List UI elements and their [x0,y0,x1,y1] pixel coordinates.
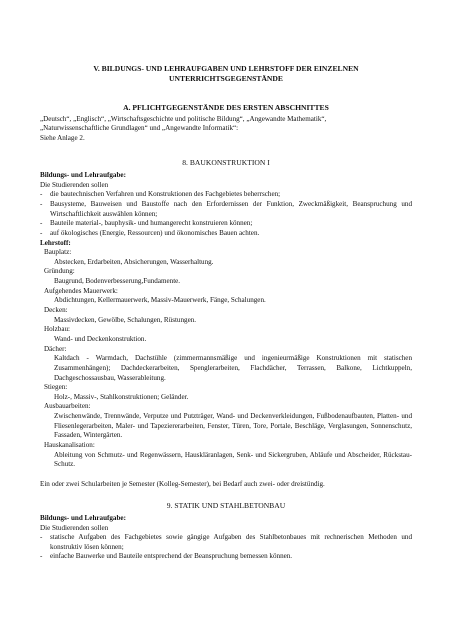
section-8-schularbeiten: Ein oder zwei Schularbeiten je Semester (Kolleg-Semester), bei Bedarf auch zwei- oder dreistündig. [40,479,325,488]
topic-mauerwerk-text: Abdichtungen, Kellermauerwerk, Massiv-Mauerwerk, Fänge, Schalungen. [54,296,266,305]
intro-line-3: Siehe Anlage 2. [40,134,85,143]
list-item: - statische Aufgaben des Fachgebietes sowie gängige Aufgaben des Stahlbetonbaues mit rechnerischen Methoden und konstruktiv lösen können; [40,533,412,551]
section-a-heading: A. PFLICHTGEGENSTÄNDE DES ERSTEN ABSCHNITTES [123,102,329,112]
topic-ausbauarbeiten-text: Zwischenwände, Trennwände, Verputze und Putzträger, Wand- und Deckenverkleidungen, Fußbodenaufbauten, Platten- und Fliesenlegerarbeiten, Maler- und Tapeziererarbeiten, Fenster, Türen, Tore, Portale, Beschläge, Verglasungen, Sonnenschutz, Fassaden, Wintergärten. [54,412,412,440]
topic-decken-text: Massivdecken, Gewölbe, Schalungen, Rüstungen. [54,315,197,324]
topic-gruendung-text: Baugrund, Bodenverbesserung,Fundamente. [54,277,181,286]
section-9-title: 9. STATIK UND STAHLBETONBAU [166,500,286,510]
list-item: - einfache Bauwerke und Bauteile entsprechend der Beanspruchung bemessen können. [40,552,293,561]
topic-daecher: Dächer: [44,344,67,353]
section-8-bildungs-label: Bildungs- und Lehraufgabe: [40,171,126,180]
section-9-bildungs-label: Bildungs- und Lehraufgabe: [40,513,126,522]
section-9-students: Die Studierenden sollen [40,523,109,532]
list-item: - auf ökologisches (Energie, Ressourcen) und ökonomisches Bauen achten. [40,228,260,237]
document-heading [40,64,412,85]
topic-gruendung: Gründung: [44,267,75,276]
heading-line-1: V. BILDUNGS- UND LEHRAUFGABEN UND LEHRSTOFF DER EINZELNEN [93,64,359,73]
list-item: - Bauteile material-, bauphysik- und humangerecht konstruieren können; [40,219,253,228]
topic-holzbau-text: Wand- und Deckenkonstruktion. [54,334,147,343]
topic-mauerwerk: Aufgehendes Mauerwerk: [44,286,118,295]
intro-line-1: „Deutsch“, „Englisch“, „Wirtschaftsgeschichte und politische Bildung“, „Angewandte Mathematik“, [40,114,327,123]
section-8-title: 8. BAUKONSTRUKTION I [182,157,270,167]
topic-hauskanalisation: Hauskanalisation: [44,440,95,449]
topic-stiegen-text: Holz-, Massiv-, Stahlkonstruktionen; Geländer. [54,392,189,401]
section-8-lehrstoff-label: Lehrstoff: [40,238,71,247]
heading-line-2: UNTERRICHTSGEGENSTÄNDE [169,74,283,84]
topic-daecher-text: Kaltdach - Warmdach, Dachstühle (zimmermannsmäßige und ingenieurmäßige Konstruktionen mit statischen Zusammenhängen); Dachdeckerarbeiten, Spenglerarbeiten, Flachdächer, Terrassen, Balkone, Lichtkuppeln, Dachgeschossausbau, Wasserableitung. [54,354,412,382]
topic-bauplatz: Bauplatz: [44,248,72,257]
topic-ausbauarbeiten: Ausbauarbeiten: [44,402,91,411]
intro-line-2: „Naturwissenschaftliche Grundlagen“ und „Angewandte Informatik“: [40,124,239,133]
list-item: - Bausysteme, Bauweisen und Baustoffe nach den Erfordernissen der Funktion, Zweckmäßigkeit, Beanspruchung und Wirtschaftlichkeit auswählen können; [40,199,412,218]
intro-block [40,115,412,144]
topic-bauplatz-text: Abstecken, Erdarbeiten, Absicherungen, Wasserhaltung. [54,257,214,266]
section-8-students: Die Studierenden sollen [40,180,109,189]
topic-decken: Decken: [44,306,68,315]
topic-holzbau: Holzbau: [44,325,71,334]
topic-hauskanalisation-text: Ableitung von Schmutz- und Regenwässern, Hauskläranlagen, Senk- und Sickergruben, Abläufe und Abscheider, Rückstau-Schutz. [54,450,412,469]
list-item: - die bautechnischen Verfahren und Konstruktionen des Fachgebietes beherrschen; [40,190,281,199]
topic-stiegen: Stiegen: [44,383,68,392]
